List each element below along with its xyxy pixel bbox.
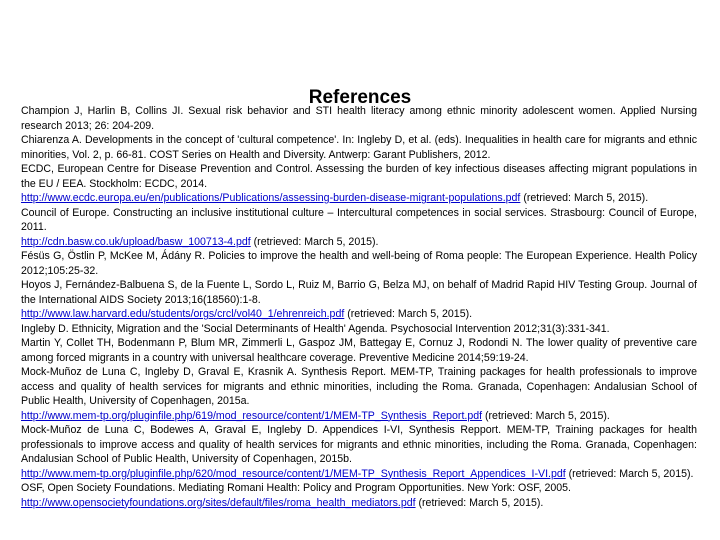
reference-entry	[21, 278, 697, 322]
reference-text: Chiarenza A. Developments in the concept of 'cultural competence'. In: Ingleby D, et al. (eds). Inequalities in health care for migrants and ethnic minorities, Vol. 2, p. 66-81. COST Series on Health and Diversity. Antwerp: Garant Publishers, 2012.	[21, 134, 697, 161]
reference-entry	[21, 322, 697, 337]
retrieved-note: (retrieved: March 5, 2015).	[415, 496, 544, 509]
reference-link[interactable]: http://www.mem-tp.org/pluginfile.php/620/mod_resource/content/1/MEM-TP_Synthesis_Report_Appendices_I-VI.pdf	[21, 467, 566, 480]
reference-text: Mock-Muñoz de Luna C, Ingleby D, Graval E, Krasnik A. Synthesis Report. MEM-TP, Training packages for health professionals to improve access and quality of health services for migrants and ethnic minorities, including the Roma. Granada, Copenhagen: Andalusian School of Public Health, University of Copenhagen, 2015a.	[21, 366, 697, 407]
retrieved-note: (retrieved: March 5, 2015).	[250, 235, 379, 248]
retrieved-note: (retrieved: March 5, 2015).	[520, 192, 649, 204]
reference-link[interactable]: http://www.mem-tp.org/pluginfile.php/619/mod_resource/content/1/MEM-TP_Synthesis_Report.pdf	[21, 409, 483, 422]
reference-entry	[21, 162, 697, 206]
reference-entry	[21, 423, 697, 481]
reference-entry	[21, 133, 697, 162]
reference-link[interactable]: http://www.opensocietyfoundations.org/sites/default/files/roma_health_mediators.pdf	[21, 496, 416, 509]
reference-link[interactable]: http://cdn.basw.co.uk/upload/basw_100713-4.pdf	[21, 235, 251, 248]
reference-text: Ingleby D. Ethnicity, Migration and the 'Social Determinants of Health' Agenda. Psychosocial Intervention 2012;31(3):331-341.	[21, 322, 610, 335]
reference-entry	[21, 336, 697, 365]
reference-text: OSF, Open Society Foundations. Mediating Romani Health: Policy and Program Opportunities. New York: OSF, 2005.	[21, 482, 571, 494]
reference-text: Champion J, Harlin B, Collins JI. Sexual risk behavior and STI health literacy among ethnic minority adolescent women. Applied Nursing research 2013; 26: 204-209.	[21, 105, 697, 132]
page-title: References	[308, 87, 412, 108]
reference-link[interactable]: http://www.law.harvard.edu/students/orgs/crcl/vol40_1/ehrenreich.pdf	[21, 308, 345, 320]
reference-text: Martin Y, Collet TH, Bodenmann P, Blum MR, Zimmerli L, Gaspoz JM, Battegay E, Cornuz J, Rodondi N. The lower quality of preventive care among forced migrants in a country with universal healthcare coverage. Preventive Medicine 2014;59:19-24.	[21, 337, 697, 364]
reference-link[interactable]: http://www.ecdc.europa.eu/en/publications/Publications/assessing-burden-disease-migrant-populations.pdf	[21, 192, 521, 204]
reference-text: Council of Europe. Constructing an inclusive institutional culture – Intercultural competences in social services. Strasbourg: Council of Europe, 2011.	[21, 206, 697, 233]
reference-text: ECDC, European Centre for Disease Prevention and Control. Assessing the burden of key infectious diseases affecting migrant populations in the EU / EEA. Stockholm: ECDC, 2014.	[21, 163, 697, 190]
reference-entry	[21, 481, 697, 510]
reference-entry	[21, 365, 697, 423]
retrieved-note: (retrieved: March 5, 2015).	[482, 409, 610, 422]
reference-text: Mock-Muñoz de Luna C, Bodewes A, Graval E, Ingleby D. Appendices I-VI, Synthesis Repport. MEM-TP, Training packages for health professionals to improve access and quality of health services for migrants and ethnic minorities, including the Roma. Granada, Copenhagen: Andalusian School of Public Health, University of Copenhagen, 2015b.	[21, 424, 697, 465]
retrieved-note: (retrieved: March 5, 2015).	[344, 308, 473, 320]
reference-entry	[21, 249, 697, 278]
reference-entry	[21, 206, 697, 250]
reference-text: Hoyos J, Fernández-Balbuena S, de la Fuente L, Sordo L, Ruiz M, Barrio G, Belza MJ, on behalf of Madrid Rapid HIV Testing Group. Journal of the International AIDS Society 2013;16(18560):1-8.	[21, 279, 697, 306]
retrieved-note: (retrieved: March 5, 2015).	[565, 467, 694, 480]
reference-text: Fésüs G, Östlin P, McKee M, Ádány R. Policies to improve the health and well-being of Roma people: The European Experience. Health Policy 2012;105:25-32.	[21, 250, 697, 277]
reference-list	[21, 104, 697, 510]
